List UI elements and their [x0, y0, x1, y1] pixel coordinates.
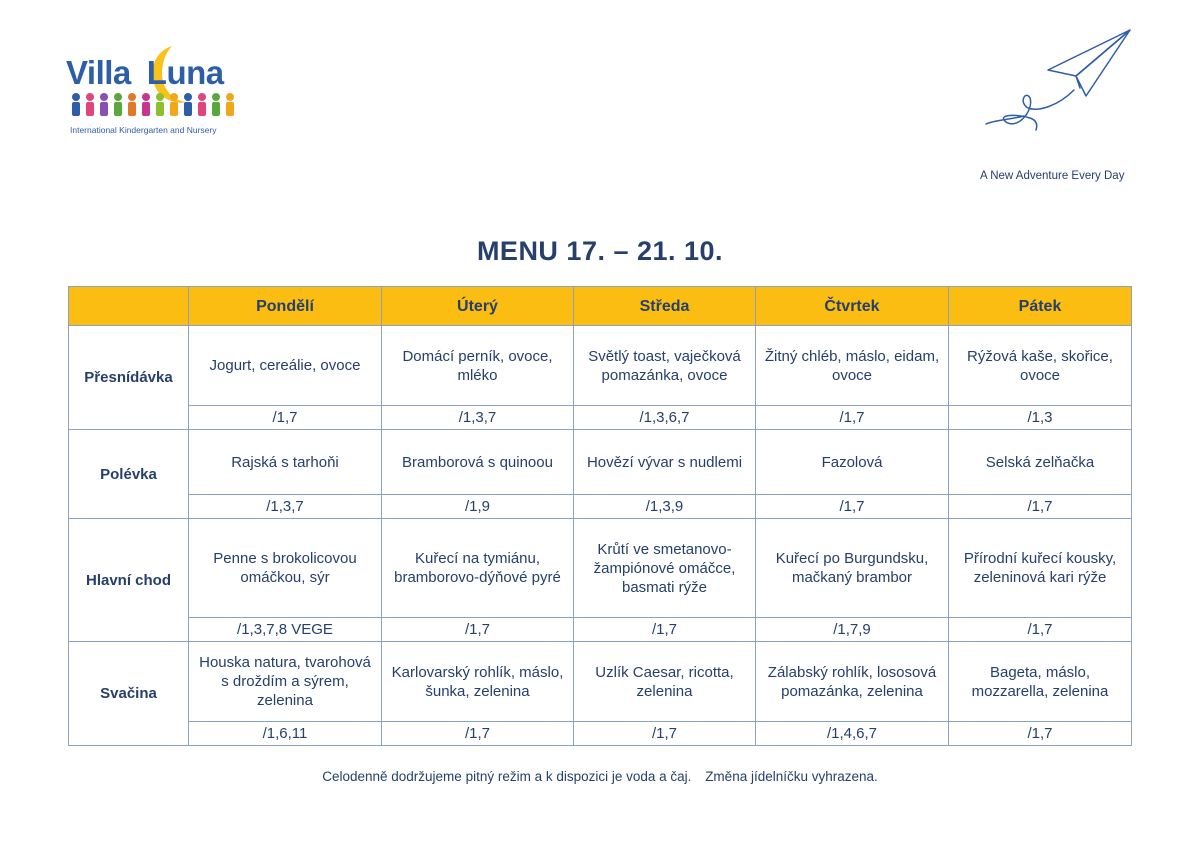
- dish-cell: Zálabský rohlík, lososová pomazánka, zelenina: [756, 642, 949, 722]
- slogan: A New Adventure Every Day: [980, 170, 1125, 182]
- paper-plane-icon: [978, 26, 1138, 161]
- dish-cell: Světlý toast, vaječková pomazánka, ovoce: [574, 326, 756, 406]
- dish-cell: Rýžová kaše, skořice, ovoce: [949, 326, 1132, 406]
- dish-cell: Bageta, máslo, mozzarella, zelenina: [949, 642, 1132, 722]
- day-header: Čtvrtek: [756, 287, 949, 326]
- page-title: MENU 17. – 21. 10.: [476, 236, 724, 266]
- children-icon: [70, 92, 240, 118]
- menu-table: [68, 286, 1132, 746]
- logo: [62, 40, 252, 140]
- dish-cell: Houska natura, tvarohová s droždím a sýrem, zelenina: [189, 642, 382, 722]
- allergen-cell: /1,7: [949, 618, 1132, 642]
- day-header: Pondělí: [189, 287, 382, 326]
- dish-cell: Fazolová: [756, 430, 949, 495]
- allergen-cell: /1,7,9: [756, 618, 949, 642]
- dish-row: [69, 430, 1132, 495]
- dish-row: [69, 519, 1132, 618]
- dish-row: [69, 642, 1132, 722]
- allergen-cell: /1,7: [189, 406, 382, 430]
- dish-cell: Karlovarský rohlík, máslo, šunka, zelenina: [382, 642, 574, 722]
- day-header: Pátek: [949, 287, 1132, 326]
- meal-label: Přesnídávka: [69, 326, 189, 430]
- dish-cell: Krůtí ve smetanovo-žampiónové omáčce, basmati rýže: [574, 519, 756, 618]
- allergen-cell: /1,3,7: [189, 495, 382, 519]
- allergen-cell: /1,7: [574, 722, 756, 746]
- allergen-cell: /1,9: [382, 495, 574, 519]
- allergen-cell: /1,3: [949, 406, 1132, 430]
- dish-cell: Jogurt, cereálie, ovoce: [189, 326, 382, 406]
- allergen-row: [69, 722, 1132, 746]
- logo-name-luna: Luna: [146, 54, 224, 91]
- dish-cell: Uzlík Caesar, ricotta, zelenina: [574, 642, 756, 722]
- dish-row: [69, 326, 1132, 406]
- allergen-cell: /1,3,9: [574, 495, 756, 519]
- allergen-cell: /1,4,6,7: [756, 722, 949, 746]
- dish-cell: Kuřecí po Burgundsku, mačkaný brambor: [756, 519, 949, 618]
- corner-cell: [69, 287, 189, 326]
- header-row: [69, 287, 1132, 326]
- footer-note: [0, 769, 1200, 784]
- allergen-cell: /1,3,6,7: [574, 406, 756, 430]
- allergen-cell: /1,7: [949, 495, 1132, 519]
- allergen-cell: /1,3,7: [382, 406, 574, 430]
- allergen-row: [69, 495, 1132, 519]
- logo-tagline: International Kindergarten and Nursery: [70, 125, 217, 135]
- footer-drinking-note: Celodenně dodržujeme pitný režim a k dispozici je voda a čaj.: [322, 769, 692, 784]
- allergen-cell: /1,7: [574, 618, 756, 642]
- dish-cell: Přírodní kuřecí kousky, zeleninová kari rýže: [949, 519, 1132, 618]
- footer-change-note: Změna jídelníčku vyhrazena.: [705, 769, 878, 784]
- allergen-cell: /1,7: [382, 618, 574, 642]
- allergen-cell: /1,7: [756, 495, 949, 519]
- meal-label: Hlavní chod: [69, 519, 189, 642]
- dish-cell: Kuřecí na tymiánu, bramborovo-dýňové pyré: [382, 519, 574, 618]
- dish-cell: Selská zelňačka: [949, 430, 1132, 495]
- allergen-cell: /1,7: [949, 722, 1132, 746]
- dish-cell: Žitný chléb, máslo, eidam, ovoce: [756, 326, 949, 406]
- dish-cell: Domácí perník, ovoce, mléko: [382, 326, 574, 406]
- allergen-row: [69, 618, 1132, 642]
- dish-cell: Rajská s tarhoňi: [189, 430, 382, 495]
- dish-cell: Hovězí vývar s nudlemi: [574, 430, 756, 495]
- day-header: Úterý: [382, 287, 574, 326]
- allergen-cell: /1,7: [382, 722, 574, 746]
- meal-label: Polévka: [69, 430, 189, 519]
- meal-label: Svačina: [69, 642, 189, 746]
- logo-name-villa: Villa: [66, 54, 131, 91]
- day-header: Středa: [574, 287, 756, 326]
- allergen-cell: /1,7: [756, 406, 949, 430]
- dish-cell: Bramborová s quinoou: [382, 430, 574, 495]
- allergen-cell: /1,3,7,8 VEGE: [189, 618, 382, 642]
- allergen-cell: /1,6,11: [189, 722, 382, 746]
- dish-cell: Penne s brokolicovou omáčkou, sýr: [189, 519, 382, 618]
- allergen-row: [69, 406, 1132, 430]
